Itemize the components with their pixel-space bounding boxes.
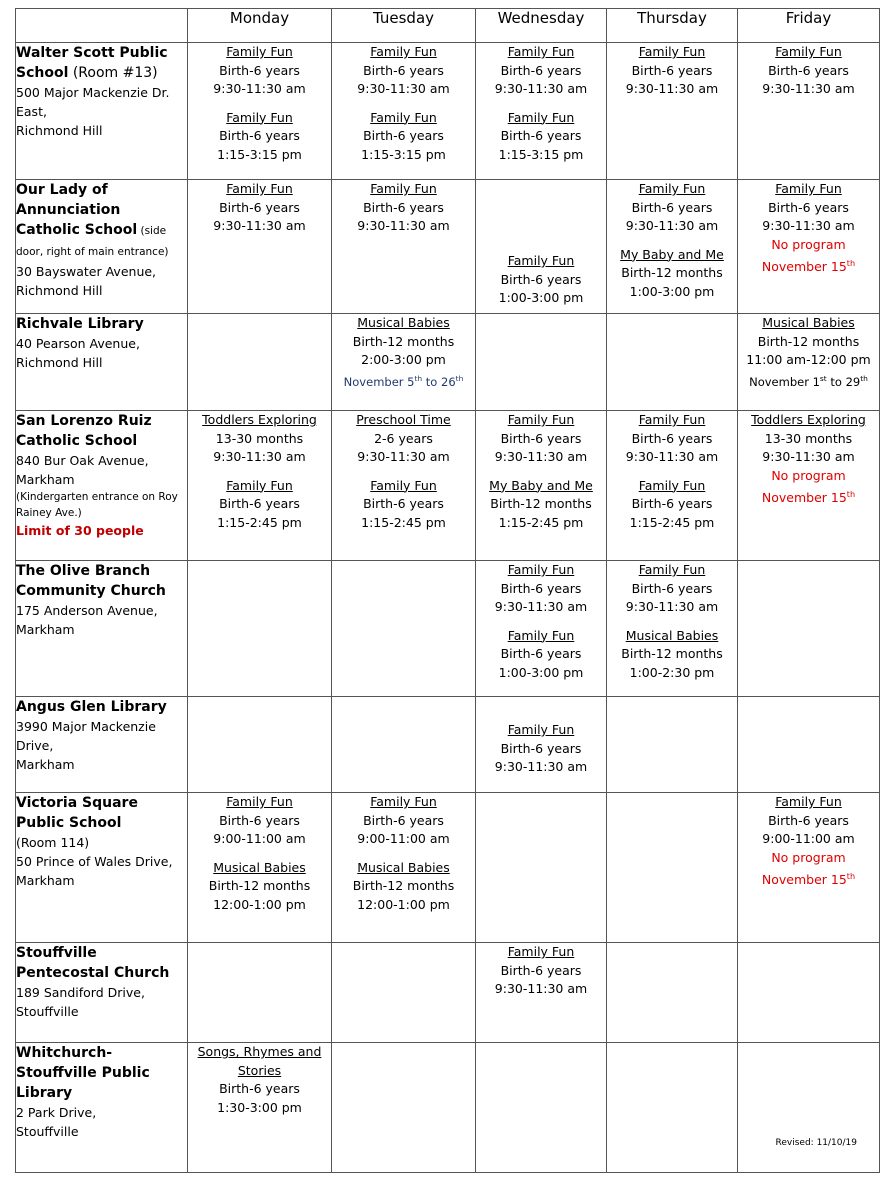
location-cell — [16, 793, 188, 943]
program-time: 1:00-3:00 pm — [629, 283, 715, 299]
program-time: 9:30-11:30 am — [213, 218, 306, 233]
location-name: Walter Scott Public School (Room #13) — [16, 45, 168, 81]
program-age: Birth-6 years — [363, 62, 444, 78]
schedule-table — [15, 8, 880, 1173]
corner-cell — [16, 9, 188, 43]
schedule-cell-tuesday — [332, 697, 476, 793]
schedule-cell-tuesday — [332, 411, 476, 561]
schedule-cell-wednesday — [476, 793, 607, 943]
table-row — [16, 43, 880, 180]
program-age: Birth-6 years — [768, 62, 849, 78]
schedule-cell-tuesday — [332, 793, 476, 943]
program-age: Birth-6 years — [631, 62, 713, 78]
program-date-range: November 5th to 26th — [343, 373, 464, 389]
schedule-cell-wednesday — [476, 43, 607, 180]
program-time: 9:30-11:30 am — [625, 599, 719, 614]
program-block — [476, 477, 606, 533]
location-address-line: Markham — [16, 873, 75, 888]
location-address-line: Stouffville — [16, 1124, 79, 1139]
program-block — [188, 793, 331, 849]
location-address-line: 3990 Major Mackenzie Drive, — [16, 719, 156, 753]
schedule-cell-friday — [738, 411, 880, 561]
program-age: Birth-12 months — [621, 646, 723, 661]
location-address-line: 40 Pearson Avenue, — [16, 336, 140, 351]
schedule-cell-wednesday — [476, 180, 607, 314]
schedule-cell-thursday — [607, 561, 738, 697]
location-cell — [16, 180, 188, 314]
location-cell — [16, 411, 188, 561]
program-block — [476, 721, 606, 777]
day-header-tuesday: Tuesday — [332, 9, 476, 43]
program-name: Family Fun — [226, 181, 293, 196]
program-name: Family Fun — [370, 181, 437, 196]
header-row — [16, 9, 880, 43]
no-program-date: November 15th — [761, 489, 856, 506]
program-block — [738, 411, 879, 508]
schedule-cell-monday — [188, 43, 332, 180]
program-time: 1:15-3:15 pm — [361, 146, 446, 162]
program-time: 1:00-3:00 pm — [498, 664, 584, 680]
program-time: 9:30-11:30 am — [494, 449, 588, 464]
program-block — [188, 859, 331, 915]
schedule-cell-monday — [188, 180, 332, 314]
program-age: 13-30 months — [215, 430, 304, 446]
program-time: 9:30-11:30 am — [357, 218, 450, 233]
location-name: Stouffville Pentecostal Church — [16, 945, 170, 981]
schedule-cell-wednesday — [476, 314, 607, 411]
program-time: 12:00-1:00 pm — [213, 896, 306, 912]
schedule-cell-thursday — [607, 411, 738, 561]
program-name: Family Fun — [775, 794, 842, 809]
program-age: Birth-12 months — [208, 878, 311, 893]
program-name: Family Fun — [638, 477, 706, 493]
program-age: Birth-6 years — [219, 199, 300, 215]
location-name: Victoria Square Public School — [16, 795, 138, 831]
schedule-cell-thursday — [607, 697, 738, 793]
location-address-line: Markham — [16, 622, 75, 637]
program-block — [476, 943, 606, 999]
program-block — [607, 561, 737, 617]
program-block — [738, 314, 879, 391]
program-name: Family Fun — [638, 562, 706, 577]
program-age: Birth-6 years — [631, 199, 713, 215]
schedule-cell-wednesday — [476, 1043, 607, 1173]
program-date-range: November 1st to 29th — [749, 373, 868, 389]
program-name: My Baby and Me — [620, 246, 724, 262]
location-cell — [16, 43, 188, 180]
program-time: 9:30-11:30 am — [494, 81, 588, 96]
program-time: 1:15-3:15 pm — [217, 146, 302, 162]
program-age: Birth-6 years — [500, 580, 582, 596]
table-row — [16, 411, 880, 561]
program-time: 9:30-11:30 am — [357, 81, 450, 96]
program-block — [188, 109, 331, 165]
program-block — [476, 411, 606, 467]
program-time: 9:30-11:30 am — [494, 981, 588, 996]
no-program-date: November 15th — [761, 258, 856, 275]
schedule-cell-wednesday — [476, 943, 607, 1043]
location-name: Angus Glen Library — [16, 699, 167, 715]
schedule-cell-monday — [188, 697, 332, 793]
schedule-cell-tuesday — [332, 1043, 476, 1173]
location-cell — [16, 1043, 188, 1173]
program-block — [332, 793, 475, 849]
program-block — [476, 561, 606, 617]
program-block — [332, 109, 475, 165]
program-time: 1:00-2:30 pm — [629, 664, 715, 680]
program-block — [607, 246, 737, 302]
location-address-line: Richmond Hill — [16, 123, 103, 138]
program-age: 13-30 months — [764, 430, 853, 446]
program-block — [332, 411, 475, 467]
program-time: 9:30-11:30 am — [762, 218, 855, 233]
day-header-friday: Friday — [738, 9, 880, 43]
program-block — [607, 477, 737, 533]
program-block — [188, 411, 331, 467]
location-address-line: 189 Sandiford Drive, — [16, 985, 145, 1000]
program-name: Family Fun — [507, 253, 575, 268]
program-name: Family Fun — [507, 412, 575, 427]
schedule-cell-tuesday — [332, 180, 476, 314]
program-time: 1:00-3:00 pm — [498, 290, 584, 305]
no-program-date: November 15th — [761, 871, 856, 888]
program-block — [738, 43, 879, 99]
program-name: Family Fun — [775, 44, 842, 59]
program-time: 1:15-2:45 pm — [361, 514, 446, 530]
program-name: Musical Babies — [762, 315, 855, 330]
program-age: Birth-6 years — [219, 812, 300, 828]
program-name: Family Fun — [507, 944, 575, 959]
program-age: Birth-6 years — [500, 962, 582, 978]
program-block — [332, 477, 475, 533]
program-name: Toddlers Exploring — [751, 412, 866, 427]
program-name: Family Fun — [370, 477, 437, 493]
schedule-cell-friday — [738, 43, 880, 180]
program-time: 9:30-11:30 am — [625, 449, 719, 464]
program-age: Birth-6 years — [500, 128, 582, 143]
table-row — [16, 180, 880, 314]
day-header-monday: Monday — [188, 9, 332, 43]
program-time: 9:00-11:00 am — [357, 831, 450, 846]
program-time: 9:30-11:30 am — [213, 449, 306, 464]
location-address-line: Stouffville — [16, 1004, 79, 1019]
program-name: Family Fun — [370, 794, 437, 809]
location-address-line: 175 Anderson Avenue, — [16, 603, 158, 618]
program-block — [332, 314, 475, 391]
schedule-cell-friday — [738, 1043, 880, 1173]
program-block — [738, 793, 879, 890]
program-block — [607, 43, 737, 99]
program-age: Birth-12 months — [490, 496, 592, 511]
program-name: Family Fun — [507, 722, 575, 737]
program-time: 9:30-11:30 am — [213, 81, 306, 96]
schedule-cell-monday — [188, 1043, 332, 1173]
program-block — [188, 1043, 331, 1117]
program-block — [332, 180, 475, 236]
program-name: Family Fun — [226, 477, 293, 493]
program-name: Family Fun — [775, 181, 842, 196]
program-block — [607, 627, 737, 683]
schedule-cell-thursday — [607, 180, 738, 314]
table-row — [16, 561, 880, 697]
day-header-wednesday: Wednesday — [476, 9, 607, 43]
program-block — [188, 43, 331, 99]
program-time: 9:30-11:30 am — [625, 218, 719, 233]
program-name: My Baby and Me — [489, 477, 593, 493]
location-name: Our Lady of Annunciation Catholic School (side door, right of main entrance) — [16, 182, 169, 258]
program-age: Birth-12 months — [352, 878, 455, 893]
program-block — [476, 43, 606, 99]
program-name: Preschool Time — [356, 412, 451, 427]
program-name: Family Fun — [370, 44, 437, 59]
program-age: Birth-6 years — [219, 128, 300, 143]
location-cell — [16, 697, 188, 793]
program-time: 12:00-1:00 pm — [357, 896, 450, 912]
program-block — [332, 43, 475, 99]
table-row — [16, 314, 880, 411]
program-name: Family Fun — [507, 109, 575, 125]
location-name: Whitchurch-Stouffville Public Library — [16, 1045, 150, 1101]
location-name: San Lorenzo Ruiz Catholic School — [16, 413, 152, 449]
program-block — [607, 411, 737, 467]
schedule-cell-wednesday — [476, 697, 607, 793]
program-name: Toddlers Exploring — [202, 412, 317, 427]
location-address-line: Markham — [16, 757, 75, 772]
location-note: (Kindergarten entrance on Roy Rainey Ave.) — [16, 491, 178, 519]
program-time: 9:30-11:30 am — [625, 81, 719, 96]
program-time: 9:30-11:30 am — [762, 449, 855, 464]
schedule-cell-tuesday — [332, 561, 476, 697]
location-name: The Olive Branch Community Church — [16, 563, 166, 599]
schedule-cell-friday — [738, 793, 880, 943]
program-time: 1:15-2:45 pm — [629, 514, 715, 530]
schedule-cell-monday — [188, 314, 332, 411]
program-age: Birth-6 years — [500, 62, 582, 78]
schedule-cell-tuesday — [332, 43, 476, 180]
program-age: Birth-6 years — [500, 271, 582, 287]
program-time: 9:30-11:30 am — [357, 449, 450, 464]
location-address-line: Richmond Hill — [16, 283, 103, 298]
program-name: Family Fun — [226, 44, 293, 59]
program-age: Birth-12 months — [621, 265, 723, 280]
schedule-cell-friday — [738, 697, 880, 793]
program-name: Family Fun — [226, 794, 293, 809]
program-time: 9:30-11:30 am — [494, 599, 588, 614]
program-time: 2:00-3:00 pm — [361, 352, 446, 367]
program-age: Birth-6 years — [500, 430, 582, 446]
program-name: Family Fun — [507, 627, 575, 643]
location-address-line: 2 Park Drive, — [16, 1105, 97, 1120]
schedule-cell-monday — [188, 561, 332, 697]
program-time: 9:00-11:00 am — [213, 831, 306, 846]
schedule-cell-tuesday — [332, 314, 476, 411]
schedule-cell-thursday — [607, 314, 738, 411]
program-time: 9:30-11:30 am — [762, 81, 855, 96]
location-entrance-note: (side door, right of main entrance) — [16, 225, 169, 258]
program-block — [607, 180, 737, 236]
program-age: Birth-6 years — [363, 812, 444, 828]
program-time: 1:30-3:00 pm — [217, 1099, 302, 1115]
location-cell — [16, 561, 188, 697]
schedule-cell-tuesday — [332, 943, 476, 1043]
location-address-line: Richmond Hill — [16, 355, 103, 370]
program-name: Musical Babies — [357, 315, 450, 330]
program-age: Birth-12 months — [757, 333, 860, 349]
location-cell — [16, 314, 188, 411]
program-name: Family Fun — [507, 562, 575, 577]
program-age: Birth-6 years — [631, 580, 713, 596]
program-block — [738, 180, 879, 277]
program-age: Birth-6 years — [363, 496, 444, 511]
schedule-cell-friday — [738, 943, 880, 1043]
schedule-cell-monday — [188, 411, 332, 561]
program-age: Birth-6 years — [631, 496, 713, 511]
schedule-cell-friday — [738, 180, 880, 314]
program-time: 11:00 am-12:00 pm — [746, 352, 871, 367]
revised-date: Revised: 11/10/19 — [775, 1137, 857, 1148]
program-time: 1:15-3:15 pm — [498, 146, 584, 162]
program-age: Birth-12 months — [352, 333, 455, 349]
program-block — [476, 627, 606, 683]
program-age: Birth-6 years — [219, 496, 300, 511]
schedule-cell-friday — [738, 314, 880, 411]
program-name: Family Fun — [638, 181, 706, 196]
program-name: Songs, Rhymes and Stories — [197, 1044, 322, 1078]
program-age: Birth-6 years — [768, 812, 849, 828]
program-block — [476, 252, 606, 308]
location-address-line: 500 Major Mackenzie Dr. East, — [16, 85, 170, 119]
location-address-line: 840 Bur Oak Avenue, — [16, 453, 149, 468]
no-program-note: No program — [771, 236, 846, 252]
program-time: 9:30-11:30 am — [494, 759, 588, 774]
program-name: Family Fun — [507, 44, 575, 59]
program-name: Family Fun — [638, 412, 706, 427]
program-time: 9:00-11:00 am — [762, 831, 855, 846]
program-age: Birth-6 years — [219, 62, 300, 78]
schedule-cell-friday — [738, 561, 880, 697]
program-age: Birth-6 years — [631, 430, 713, 446]
program-block — [332, 859, 475, 915]
schedule-cell-wednesday — [476, 561, 607, 697]
schedule-cell-thursday — [607, 43, 738, 180]
program-name: Family Fun — [370, 109, 437, 125]
program-block — [476, 109, 606, 165]
location-address-line: Markham — [16, 472, 75, 487]
program-name: Family Fun — [226, 109, 293, 125]
program-name: Musical Babies — [357, 859, 450, 875]
program-name: Family Fun — [638, 44, 706, 59]
location-name: Richvale Library — [16, 316, 144, 332]
program-age: Birth-6 years — [500, 646, 582, 661]
program-age: 2-6 years — [374, 430, 433, 446]
location-address-line: 50 Prince of Wales Drive, — [16, 854, 173, 869]
program-block — [188, 477, 331, 533]
program-time: 1:15-2:45 pm — [498, 514, 584, 530]
program-time: 1:15-2:45 pm — [217, 514, 302, 530]
location-room: (Room #13) — [68, 65, 158, 81]
program-age: Birth-6 years — [219, 1081, 300, 1096]
program-age: Birth-6 years — [768, 199, 849, 215]
table-row — [16, 1043, 880, 1173]
program-age: Birth-6 years — [500, 740, 582, 756]
schedule-cell-thursday — [607, 793, 738, 943]
location-address-line: (Room 114) — [16, 835, 90, 850]
schedule-cell-monday — [188, 943, 332, 1043]
schedule-cell-thursday — [607, 1043, 738, 1173]
location-cell — [16, 943, 188, 1043]
program-block — [188, 180, 331, 236]
program-age: Birth-6 years — [363, 128, 444, 143]
no-program-note: No program — [771, 467, 846, 483]
no-program-note: No program — [771, 849, 846, 865]
table-row — [16, 793, 880, 943]
location-address-line: 30 Bayswater Avenue, — [16, 264, 157, 279]
table-row — [16, 697, 880, 793]
day-header-thursday: Thursday — [607, 9, 738, 43]
program-name: Musical Babies — [625, 627, 719, 643]
table-row — [16, 943, 880, 1043]
location-limit-note: Limit of 30 people — [16, 523, 144, 538]
schedule-cell-wednesday — [476, 411, 607, 561]
program-name: Musical Babies — [213, 859, 306, 875]
schedule-cell-monday — [188, 793, 332, 943]
program-age: Birth-6 years — [363, 199, 444, 215]
schedule-cell-thursday — [607, 943, 738, 1043]
